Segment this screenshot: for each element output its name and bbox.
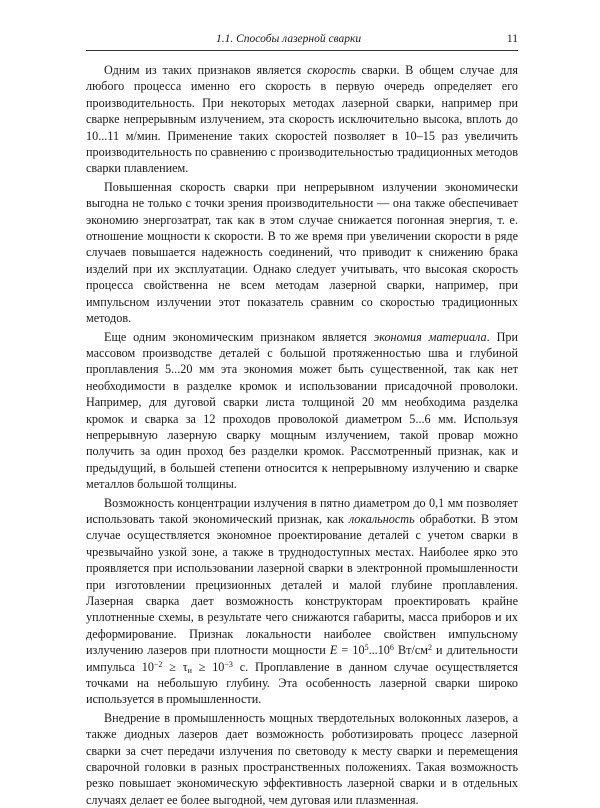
text-run: . При массовом производстве деталей с большой протяженностью шва и глубиной проплавления 5...20 мм эта экономия может быть существенной, так как нет необходимости в разделке кромок и использовании присадочной проволоки. Например, для дуговой сварки листа толщиной 20 мм необходима разделка кромок и сварка за 12 проходов проволокой диаметром 5...6 мм. Используя непрерывную лазерную сварку мощным излучением, такой провар можно получить за один проход без разделки кромок. Рассмотренный признак, как и предыдущий, в большей степени относится к непрерывному излучению и сварке металлов большой толщины. [86, 329, 519, 492]
formula-text: Вт/см [393, 643, 428, 658]
text-run: сварки. В общем случае для любого процесса именно его скорость в первую очередь определяет его производительность. При некоторых методах лазерной сварки, например при сварке непрерывным излучением, эта скорость исключительно высока, вплоть до 10...11 м/мин. Применение таких скоростей позволяет в 10–15 раз увеличить производительность по сравнению с производительностью традиционных методов сварки плавлением. [86, 63, 518, 176]
formula-exponent: 5 [364, 643, 369, 653]
running-header [86, 32, 518, 51]
paragraph-material-savings [86, 329, 518, 493]
formula-variable: E [329, 643, 338, 658]
formula-exponent: −2 [153, 659, 163, 669]
text-run: Возможность концентрации излучения в пятно диаметром до 0,1 мм позволяет использовать такой экономический признак, как [86, 495, 518, 526]
paragraph-locality [86, 495, 518, 708]
formula-exponent: 2 [427, 643, 432, 653]
formula-exponent: −3 [224, 659, 233, 669]
formula-text: ...10 [368, 643, 390, 658]
section-title: 1.1. Способы лазерной сварки [216, 33, 362, 45]
text-run: обработки. В этом случае осуществляется экономное проектирование деталей с учетом сварки в чрезвычайно узкой зоне, а также в труднодоступных местах. Наиболее ярко это проявляется при использовании лазерной сварки в электронной промышленности при изготовлении прецизионных деталей и малой глубине проплавления. Лазерная сварка дает возможность конструкторам проектировать крайне уплотненные схемы, в результате чего снижаются габариты, масса приборов и их деформирование. Признак локальности наиболее свойствен импульсному излучению лазеров при плотности мощности [86, 511, 518, 658]
text-run: Одним из таких признаков является [104, 63, 308, 77]
paragraph-speed [86, 62, 518, 177]
emphasis-term: скорость [307, 63, 356, 77]
paragraph-robotization: Внедрение в промышленность мощных твердотельных волоконных лазеров, а также диодных лазеров дает возможность роботизировать процесс лазерной сварки за счет передачи излучения по световоду к месту сварки и перемещения сварочной головки в разных пространственных положениях. Такая возможность резко повышает экономическую эффективность лазерной сварки и в отдельных случаях делает ее более выгодной, чем дуговая или плазменная. [86, 710, 518, 807]
emphasis-term: локальность [348, 511, 415, 526]
formula-text: = 10 [337, 643, 365, 658]
text-run: с. Проплавление в данном случае осуществляется точками на небольшую глубину. Эта особенность лазерной сварки широко используется в промышленности. [86, 659, 518, 707]
text-run: Еще одним экономическим признаком является [104, 329, 374, 344]
paragraph-energy-savings: Повышенная скорость сварки при непрерывном излучении экономически выгодна не только с точки зрения производительности — она также обеспечивает экономию энергозатрат, так как в этом случае снижается погонная энергия, т. е. отношение мощности к скорости. В то же время при увеличении скорости в ряде случаев повышается надежность соединений, что приводит к снижению брака изделий при их эксплуатации. Однако следует учитывать, что высокая скорость процесса свойственна не всем методам лазерной сварки, например, при импульсном излучении этот показатель сравним со скоростью традиционных методов. [86, 179, 518, 326]
page-number: 11 [506, 33, 518, 45]
body-text [86, 62, 518, 808]
formula-subscript: и [187, 665, 192, 675]
formula-text: ≥ 10 [191, 659, 225, 674]
formula-text: и длительности импульса 10 [86, 643, 519, 674]
emphasis-term: экономия материала [373, 329, 487, 344]
formula-text: ≥ τ [162, 659, 188, 674]
formula-exponent: 6 [389, 643, 394, 653]
